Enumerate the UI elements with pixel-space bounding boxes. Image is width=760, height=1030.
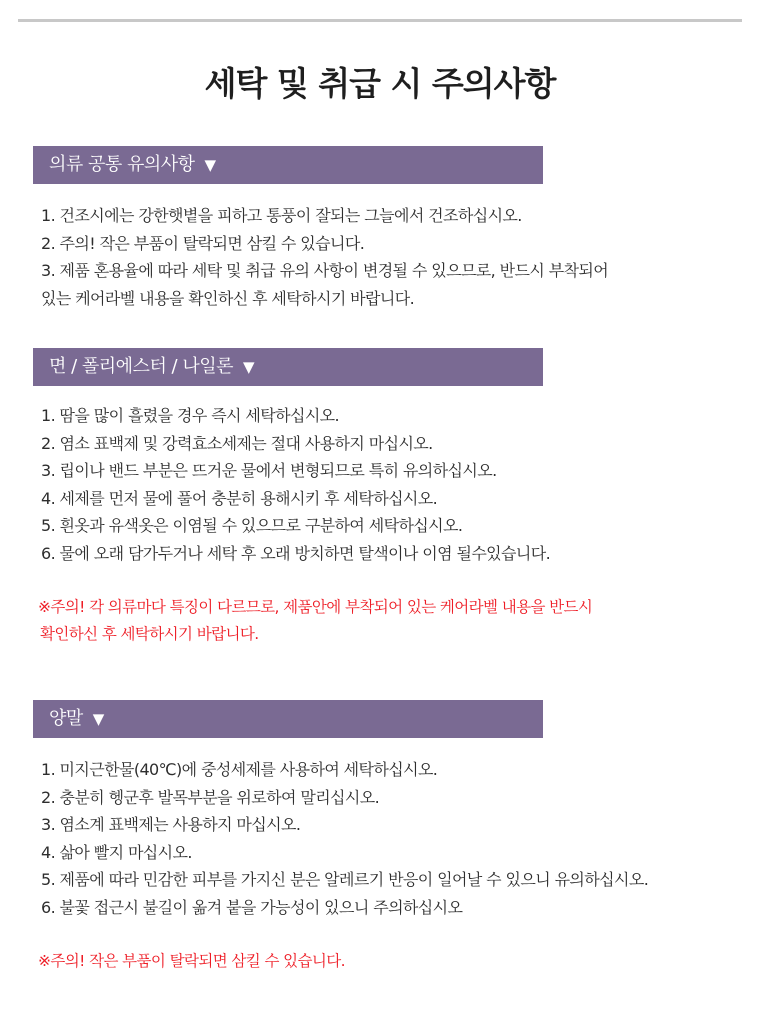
list-item: 3. 립이나 밴드 부분은 뜨거운 물에서 변형되므로 특히 유의하십시오. <box>41 461 497 480</box>
list-item: 2. 충분히 헹군후 발목부분을 위로하여 말리십시오. <box>41 787 380 807</box>
warning-note-fabric <box>38 594 592 648</box>
section-header-label: 양말 <box>49 708 83 729</box>
care-list-common <box>41 202 608 312</box>
warning-note-socks <box>38 948 345 975</box>
list-item: 6. 불꽃 접근시 불길이 옮겨 붙을 가능성이 있으니 주의하십시오 <box>41 897 463 917</box>
section-header-common <box>33 146 543 184</box>
list-item: 1. 미지근한물(40℃)에 중성세제를 사용하여 세탁하십시오. <box>41 760 438 779</box>
triangle-down-icon: ▼ <box>204 156 216 174</box>
list-item: 1. 땀을 많이 흘렸을 경우 즉시 세탁하십시오. <box>41 406 340 425</box>
list-item: 5. 제품에 따라 민감한 피부를 가지신 분은 알레르기 반응이 일어날 수 있으니 유의하십시오. <box>41 870 649 889</box>
list-item: 2. 염소 표백제 및 강력효소세제는 절대 사용하지 마십시오. <box>41 433 433 453</box>
list-item: 2. 주의! 작은 부품이 탈락되면 삼킬 수 있습니다. <box>41 233 365 253</box>
list-item: 4. 삶아 빨지 마십시오. <box>41 842 192 862</box>
list-item-continuation: 있는 케어라벨 내용을 확인하신 후 세탁하시기 바랍니다. <box>41 288 415 308</box>
list-item: 3. 제품 혼용율에 따라 세탁 및 취급 유의 사항이 변경될 수 있으므로, 반드시 부착되어 <box>41 261 609 280</box>
section-header-label: 면 / 폴리에스터 / 나일론 <box>49 356 234 377</box>
list-item: 3. 염소계 표백제는 사용하지 마십시오. <box>41 815 301 834</box>
list-item: 1. 건조시에는 강한햇볕을 피하고 통풍이 잘되는 그늘에서 건조하십시오. <box>41 206 522 225</box>
list-item: 6. 물에 오래 담가두거나 세탁 후 오래 방치하면 탈색이나 이염 될수있습니다. <box>41 543 551 563</box>
warning-line: ※주의! 각 의류마다 특징이 다르므로, 제품안에 부착되어 있는 케어라벨 내용을 반드시 <box>38 598 593 616</box>
page-title: 세탁 및 취급 시 주의사항 <box>204 64 556 103</box>
triangle-down-icon: ▼ <box>92 710 104 728</box>
top-divider <box>18 19 742 22</box>
section-header-socks <box>33 700 543 738</box>
section-header-label: 의류 공통 유의사항 <box>49 154 195 175</box>
list-item: 4. 세제를 먼저 물에 풀어 충분히 용해시키 후 세탁하십시오. <box>41 488 438 508</box>
warning-line: ※주의! 작은 부품이 탈락되면 삼킬 수 있습니다. <box>38 952 346 970</box>
list-item: 5. 흰옷과 유색옷은 이염될 수 있으므로 구분하여 세탁하십시오. <box>41 516 463 535</box>
section-header-fabric <box>33 348 543 386</box>
care-list-fabric <box>41 402 550 567</box>
warning-line: 확인하신 후 세탁하시기 바랍니다. <box>40 625 259 643</box>
triangle-down-icon: ▼ <box>243 358 255 376</box>
care-list-socks <box>41 756 648 921</box>
